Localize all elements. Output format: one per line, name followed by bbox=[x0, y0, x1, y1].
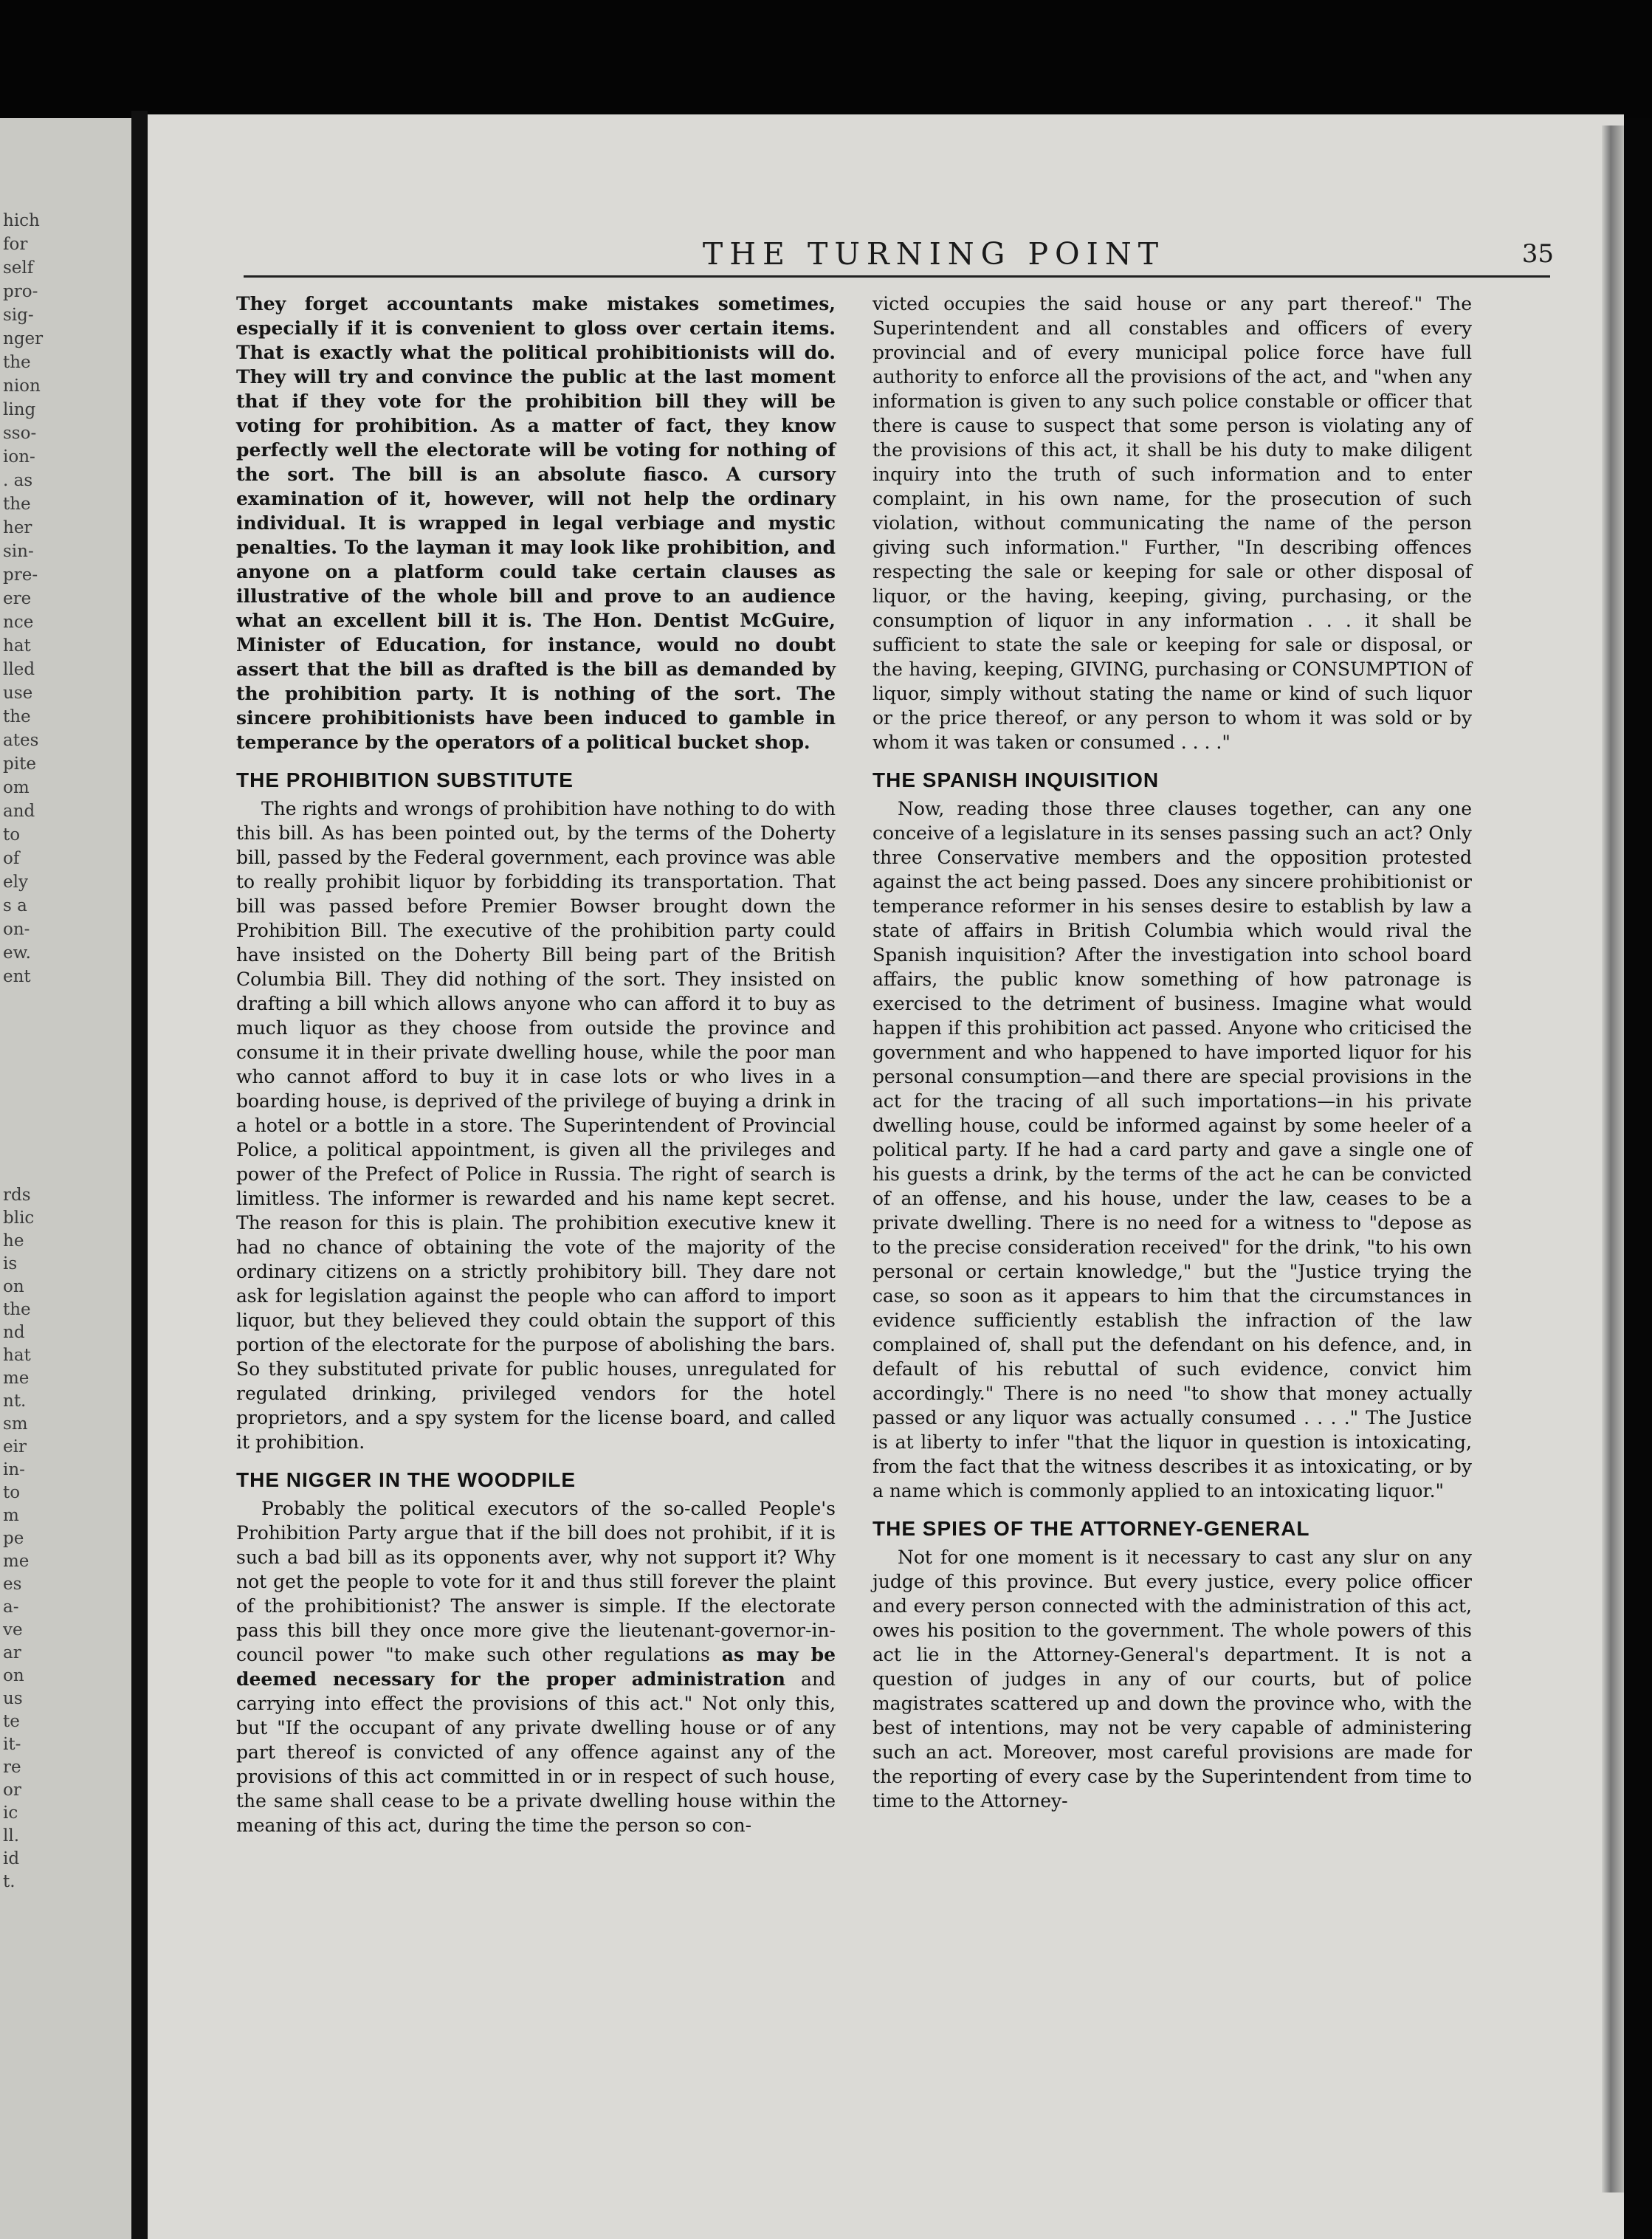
facing-page-fragment: on bbox=[3, 1666, 24, 1685]
facing-page-fragment: es bbox=[3, 1575, 22, 1594]
facing-page-fragment: m bbox=[3, 1506, 19, 1525]
paragraph-text: Probably the political executors of the so-called People's Prohibition Party argue that if the bill does not prohibit, if it is such a bad bill as its opponents aver, why not support it? Why not get the people to vote for it and thus still forever the plaint of the prohibitionist? The answer is simple. If the electorate pass this bill they once more give the lieutenant-governor-in-council power "to make such other regulations bbox=[236, 1498, 836, 1665]
paragraph-text: and carrying into effect the provisions of this act." Not only this, but "If the occupant of any private dwelling house or of any part thereof is convicted of any offence against any of the provisions of this act committed in or in respect of such house, the same shall cease to be a private dwelling house within the meaning of this act, during the time the person so con- bbox=[236, 1668, 836, 1836]
facing-page-fragment: pre- bbox=[3, 565, 38, 585]
facing-page-fragment: it- bbox=[3, 1735, 21, 1754]
magazine-page bbox=[148, 114, 1624, 2239]
facing-page-fragment: lled bbox=[3, 660, 35, 679]
book-spine bbox=[131, 111, 148, 2239]
running-header bbox=[244, 236, 1624, 273]
facing-page-fragment: blic bbox=[3, 1208, 35, 1228]
facing-page-fragment: eir bbox=[3, 1437, 27, 1456]
facing-page-fragment: self bbox=[3, 258, 34, 278]
facing-page-fragment: on- bbox=[3, 920, 30, 939]
facing-page-fragment: on bbox=[3, 1277, 24, 1296]
scan-border-top bbox=[0, 0, 1652, 118]
facing-page-fragment: the bbox=[3, 707, 31, 726]
facing-page-fragment: ew. bbox=[3, 943, 31, 963]
paragraph: victed occupies the said house or any part thereof." The Superintendent and all constables and officers of every provincial and of every municipal police force have full authority to enforce all the provisions of the act, and "when any information is given to any such police constable or officer that there is cause to suspect that some person is violating any of the provisions of this act, it shall be his duty to make diligent inquiry into the truth of such information and to enter complaint, in his own name, for the prosecution of such violation, without communicating the name of the person giving such information." Further, "In describing offences respecting the sale or keeping for sale or other disposal of liquor, or the having, keeping, giving, purchasing, or the consumption of liquor in any information . . . it shall be sufficient to state the sale or keeping for sale or disposal, or the having, keeping, GIVING, purchasing or CONSUMPTION of liquor, simply without stating the name or kind of such liquor or the price thereof, or any person to whom it was sold or by whom it was taken or consumed . . . ." bbox=[873, 293, 1472, 753]
facing-page-fragment: a- bbox=[3, 1597, 19, 1617]
facing-page-fragment: om bbox=[3, 778, 30, 797]
paragraph: They forget accountants make mistakes sometimes, especially if it is convenient to gloss over certain items. That is exactly what the political prohibitionists will do. They will try and convince the public at the last moment that if they vote for the prohibition bill they will be voting for prohibition. As a matter of fact, they know perfectly well the electorate will be voting for nothing of the sort. The bill is an absolute fiasco. A cursory examination of it, however, will not help the ordinary individual. It is wrapped in legal verbiage and mystic penalties. To the layman it may look like prohibition, and anyone on a platform could take certain clauses as illustrative of the whole bill and prove to an audience what an excellent bill it is. The Hon. Dentist McGuire, Minister of Education, for instance, would no doubt assert that the bill as drafted is the bill as demanded by the prohibition party. It is nothing of the sort. The sincere prohibitionists have been induced to gamble in temperance by the operators of a political bucket shop. bbox=[236, 293, 836, 753]
publication-title: THE TURNING POINT bbox=[702, 236, 1166, 272]
facing-page-fragment: ere bbox=[3, 589, 32, 608]
header-rule bbox=[244, 275, 1550, 278]
right-column bbox=[873, 292, 1472, 1813]
facing-page-fragment: us bbox=[3, 1689, 23, 1708]
facing-page-fragment: nger bbox=[3, 329, 44, 348]
facing-page-fragment: ent bbox=[3, 967, 31, 986]
facing-page-fragment: ely bbox=[3, 873, 28, 892]
facing-page-fragment: t. bbox=[3, 1872, 16, 1891]
facing-page-fragment: and bbox=[3, 802, 35, 821]
paragraph: The rights and wrongs of prohibition have nothing to do with this bill. As has been pointed out, by the terms of the Doherty bill, passed by the Federal government, each province was able to really prohibit liquor by forbidding its transportation. That bill was passed before Premier Bowser brought down the Prohibition Bill. The executive of the prohibition party could have insisted on the Doherty Bill being part of the British Columbia Bill. They did nothing of the sort. They insisted on drafting a bill which allows anyone who can afford it to buy as much liquor as they choose from outside the province and consume it in their private dwelling house, while the poor man who cannot afford to buy it in case lots or who lives in a boarding house, is deprived of the privilege of buying a drink in a hotel or a bottle in a store. The Superintendent of Provincial Police, a political appointment, is given all the privileges and power of the Prefect of Police in Russia. The right of search is limitless. The informer is rewarded and his name kept secret. The reason for this is plain. The prohibition executive knew it had no chance of obtaining the vote of the majority of the ordinary citizens on a strictly prohibitory bill. They dare not ask for legislation against the people who can afford to import liquor, but they believed they could obtain the support of this portion of the electorate for the purpose of abolishing the bars. So they substituted private for public houses, unregulated for regulated drinking, privileged vendors for the hotel proprietors, and a spy system for the license board, and called it prohibition. bbox=[236, 798, 836, 1453]
facing-page-fragment: use bbox=[3, 684, 33, 703]
facing-page-fragment: ates bbox=[3, 731, 39, 750]
section-heading: THE PROHIBITION SUBSTITUTE bbox=[236, 768, 574, 791]
facing-page-fragment: me bbox=[3, 1552, 30, 1571]
paragraph: Not for one moment is it necessary to cast any slur on any judge of this province. But every justice, every police officer and every person connected with the administration of this act, owes his position to the government. The whole powers of this act lie in the Attorney-General's department. It is not a question of judges in any of our courts, but of police magistrates scattered up and down the province who, with the best of intentions, may not be very capable of administering such an act. Moreover, most careful provisions are made for the reporting of every case by the Superintendent from time to time to the Attorney- bbox=[873, 1547, 1472, 1812]
facing-page-fragment: te bbox=[3, 1712, 20, 1731]
facing-page-fragment: sso- bbox=[3, 424, 37, 443]
facing-page-fragment: hich bbox=[3, 211, 40, 230]
facing-page-fragment: pro- bbox=[3, 282, 38, 301]
facing-page-fragment: the bbox=[3, 495, 31, 514]
facing-page-fragment: pite bbox=[3, 754, 36, 774]
section-heading: THE SPANISH INQUISITION bbox=[873, 768, 1160, 791]
facing-page-fragment: re bbox=[3, 1758, 21, 1777]
facing-page-fragment: hat bbox=[3, 1346, 31, 1365]
facing-page-fragment: ve bbox=[3, 1620, 23, 1640]
facing-page-fragment: her bbox=[3, 518, 32, 537]
facing-page-fragment: nd bbox=[3, 1323, 25, 1342]
facing-page-fragment: sm bbox=[3, 1414, 28, 1434]
facing-page-fragment: ll. bbox=[3, 1826, 20, 1846]
facing-page-fragment: or bbox=[3, 1781, 21, 1800]
facing-page-strip bbox=[0, 118, 131, 2239]
facing-page-fragment: sin- bbox=[3, 542, 34, 561]
facing-page-fragment: hat bbox=[3, 636, 31, 656]
facing-page-fragment: nce bbox=[3, 613, 34, 632]
facing-page-fragment: me bbox=[3, 1369, 30, 1388]
facing-page-fragment: of bbox=[3, 849, 20, 868]
facing-page-fragment: ling bbox=[3, 400, 36, 419]
facing-page-fragment: to bbox=[3, 1483, 21, 1502]
facing-page-fragment: nt. bbox=[3, 1392, 27, 1411]
facing-page-fragment: pe bbox=[3, 1529, 24, 1548]
section-heading: THE SPIES OF THE ATTORNEY-GENERAL bbox=[873, 1517, 1310, 1540]
facing-page-fragment: ion- bbox=[3, 447, 35, 467]
section-heading: THE NIGGER IN THE WOODPILE bbox=[236, 1468, 577, 1491]
page-number: 35 bbox=[1521, 239, 1554, 269]
facing-page-fragment: id bbox=[3, 1849, 20, 1868]
facing-page-fragment: ic bbox=[3, 1803, 18, 1823]
paragraph bbox=[236, 1496, 836, 1837]
facing-page-fragment: in- bbox=[3, 1460, 25, 1479]
facing-page-fragment: rds bbox=[3, 1186, 31, 1205]
facing-page-fragment: nion bbox=[3, 376, 41, 396]
facing-page-fragment: the bbox=[3, 1300, 31, 1319]
facing-page-fragment: he bbox=[3, 1231, 24, 1251]
facing-page-fragment: s a bbox=[3, 896, 27, 915]
facing-page-fragment: to bbox=[3, 825, 21, 845]
paragraph: Now, reading those three clauses together, can any one conceive of a legislature in its senses passing such an act? Only three Conservative members and the opposition protested against the act being passed. Does any sincere prohibitionist or temperance reformer in his senses desire to establish by law a state of affairs in British Columbia which would rival the Spanish inquisition? After the investigation into school board affairs, the public know something of how patronage is exercised to the detriment of business. Imagine what would happen if this prohibition act passed. Anyone who criticised the government and who happened to have imported liquor for his personal consumption—and there are special provisions in the act for the tracing of all such importations—in his private dwelling house, could be informed against by some heeler of a political party. If he had a card party and gave a single one of his guests a drink, by the terms of the act he can be convicted of an offense, and his house, under the law, ceases to be a private dwelling. There is no need for a witness to "depose as to the precise consideration received" for the drink, "to his own personal or certain knowledge," but the "Justice trying the case, so soon as it appears to him that the circumstances in evidence sufficiently establish the infraction of the law complained of, shall put the defendant on his defence, and, in default of his rebuttal of such evidence, convict him accordingly." There is no need "to show that money actually passed or any liquor was actually consumed . . . ." The Justice is at liberty to infer "that the liquor in question is intoxicating, from the fact that the witness describes it as intoxicating, or by a name which is commonly applied to an intoxicating liquor." bbox=[873, 798, 1472, 1502]
facing-page-fragment: for bbox=[3, 235, 28, 254]
facing-page-fragment: sig- bbox=[3, 306, 34, 325]
facing-page-fragment: is bbox=[3, 1254, 18, 1273]
facing-page-fragment: . as bbox=[3, 471, 33, 490]
left-column bbox=[236, 292, 836, 1837]
facing-page-fragment: the bbox=[3, 353, 31, 372]
facing-page-fragment: ar bbox=[3, 1643, 21, 1662]
bold-phrase: as may be deemed necessary for the proper administration bbox=[236, 1644, 836, 1690]
page-edge-shadow bbox=[1602, 125, 1624, 2192]
